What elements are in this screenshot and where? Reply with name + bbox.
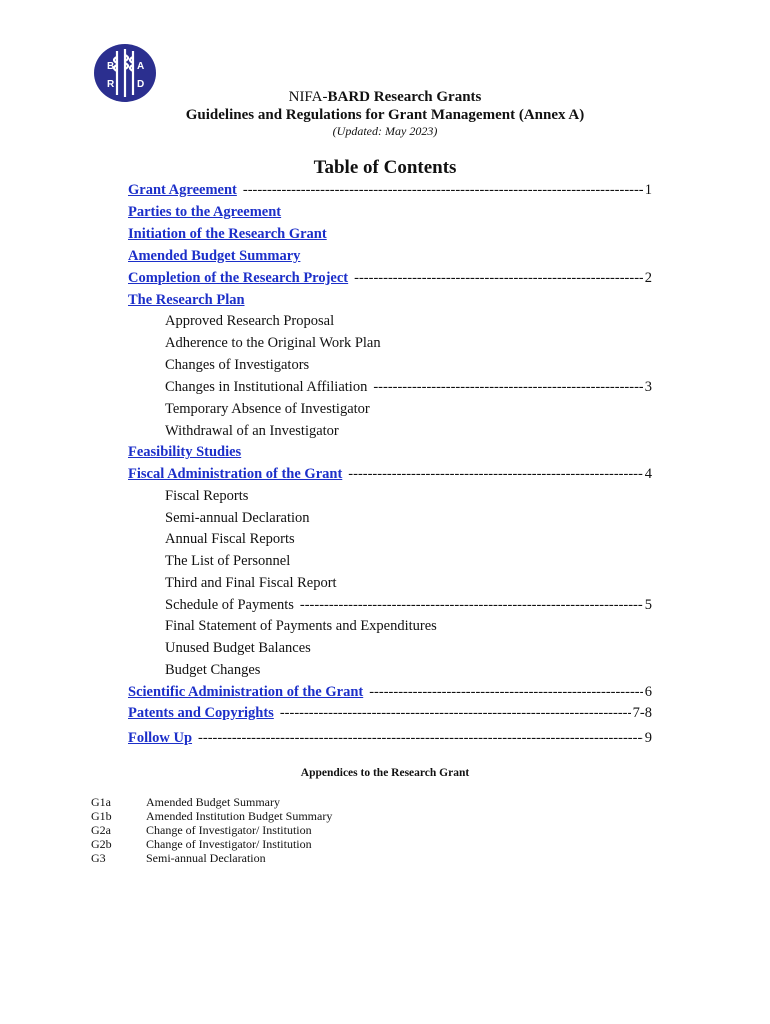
toc-leader-dots [354,268,643,288]
toc-page-number: 9 [644,730,652,746]
toc-entry [165,421,652,441]
toc-entry [165,399,652,419]
toc-entry [165,333,652,353]
toc-leader-dots [280,703,631,723]
toc-subentry-label: Third and Final Fiscal Report [165,575,337,591]
appendix-code: G2a [91,823,111,837]
toc-subentry-label: Annual Fiscal Reports [165,531,295,547]
toc-title: Table of Contents [313,157,457,178]
toc-entry[interactable] [128,180,652,200]
toc-entry[interactable] [128,202,652,222]
toc-subentry-label: The List of Personnel [165,553,291,569]
toc-entry [165,638,652,658]
appendix-label: Change of Investigator/ Institution [146,823,312,837]
toc-entry [165,551,652,571]
appendix-label: Change of Investigator/ Institution [146,837,312,851]
org-name: BARD Research Grants [327,89,482,105]
toc-page-number: 7-8 [632,705,652,721]
toc-subentry-label: Unused Budget Balances [165,640,311,656]
toc-subentry-label: Schedule of Payments [165,597,294,613]
appendix-item [91,809,332,823]
toc-entry[interactable] [128,290,652,310]
toc-leader-dots [198,728,643,748]
toc-link[interactable]: Scientific Administration of the Grant [128,684,364,700]
toc-link[interactable]: Patents and Copyrights [128,705,274,721]
toc-page-number: 1 [644,182,652,198]
toc-entry [165,616,652,636]
toc-page-number: 4 [644,466,652,482]
toc-leader-dots [243,180,643,200]
toc-entry [165,660,652,680]
svg-text:B: B [107,61,115,72]
toc-link[interactable]: Parties to the Agreement [128,204,282,220]
toc-entry[interactable] [128,442,652,462]
appendix-item [91,837,332,851]
toc-entry [165,486,652,506]
toc-entry[interactable] [128,268,652,288]
toc-subentry-label: Temporary Absence of Investigator [165,401,370,417]
toc-entry [165,355,652,375]
toc-entry [165,508,652,528]
toc-link[interactable]: Feasibility Studies [128,444,242,460]
toc-entry[interactable] [128,703,652,723]
svg-text:R: R [107,79,115,90]
toc-entry[interactable] [128,246,652,266]
toc-leader-dots [369,682,643,702]
toc-subentry-label: Adherence to the Original Work Plan [165,335,381,351]
toc-entry[interactable] [128,224,652,244]
toc-link[interactable]: Fiscal Administration of the Grant [128,466,343,482]
document-updated-date: (Updated: May 2023) [332,124,438,138]
toc-entry[interactable] [128,682,652,702]
toc-page-number: 2 [644,270,652,286]
org-prefix: NIFA- [288,89,328,105]
svg-text:A: A [137,61,145,72]
appendices-title: Appendices to the Research Grant [300,767,470,779]
appendix-code: G2b [91,837,112,851]
toc-subentry-label: Withdrawal of an Investigator [165,423,339,439]
appendix-item [91,823,332,837]
toc-subentry-label: Semi-annual Declaration [165,510,310,526]
toc-entry [165,311,652,331]
toc-subentry-label: Changes of Investigators [165,357,310,373]
appendix-label: Amended Institution Budget Summary [146,809,333,823]
toc-leader-dots [300,595,643,615]
appendix-item [91,795,332,809]
toc-leader-dots [373,377,642,397]
toc-entry [165,595,652,615]
appendix-code: G1b [91,809,112,823]
toc-entry[interactable] [128,464,652,484]
toc-leader-dots [348,464,642,484]
toc-link[interactable]: Completion of the Research Project [128,270,349,286]
document-org-title [0,89,770,106]
toc-page-number: 5 [644,597,652,613]
toc-link[interactable]: Grant Agreement [128,182,237,198]
appendix-code: G3 [91,851,106,865]
toc-entry [165,573,652,593]
document-title: Guidelines and Regulations for Grant Management (Annex A) [185,107,585,123]
toc-entry [165,529,652,549]
svg-text:D: D [137,79,145,90]
toc-subentry-label: Final Statement of Payments and Expenditures [165,618,437,634]
appendices-list [91,795,332,865]
toc-page-number: 3 [644,379,652,395]
toc-entry [165,377,652,397]
appendix-label: Semi-annual Declaration [146,851,266,865]
toc-subentry-label: Approved Research Proposal [165,313,335,329]
appendix-item [91,851,332,865]
toc-link[interactable]: The Research Plan [128,292,245,308]
toc-link[interactable]: Amended Budget Summary [128,248,301,264]
toc-entry[interactable] [128,728,652,748]
toc-subentry-label: Budget Changes [165,662,261,678]
toc-page-number: 6 [644,684,652,700]
appendix-code: G1a [91,795,111,809]
toc-subentry-label: Changes in Institutional Affiliation [165,379,368,395]
toc-subentry-label: Fiscal Reports [165,488,249,504]
toc-link[interactable]: Follow Up [128,730,193,746]
appendix-label: Amended Budget Summary [146,795,280,809]
toc-link[interactable]: Initiation of the Research Grant [128,226,327,242]
